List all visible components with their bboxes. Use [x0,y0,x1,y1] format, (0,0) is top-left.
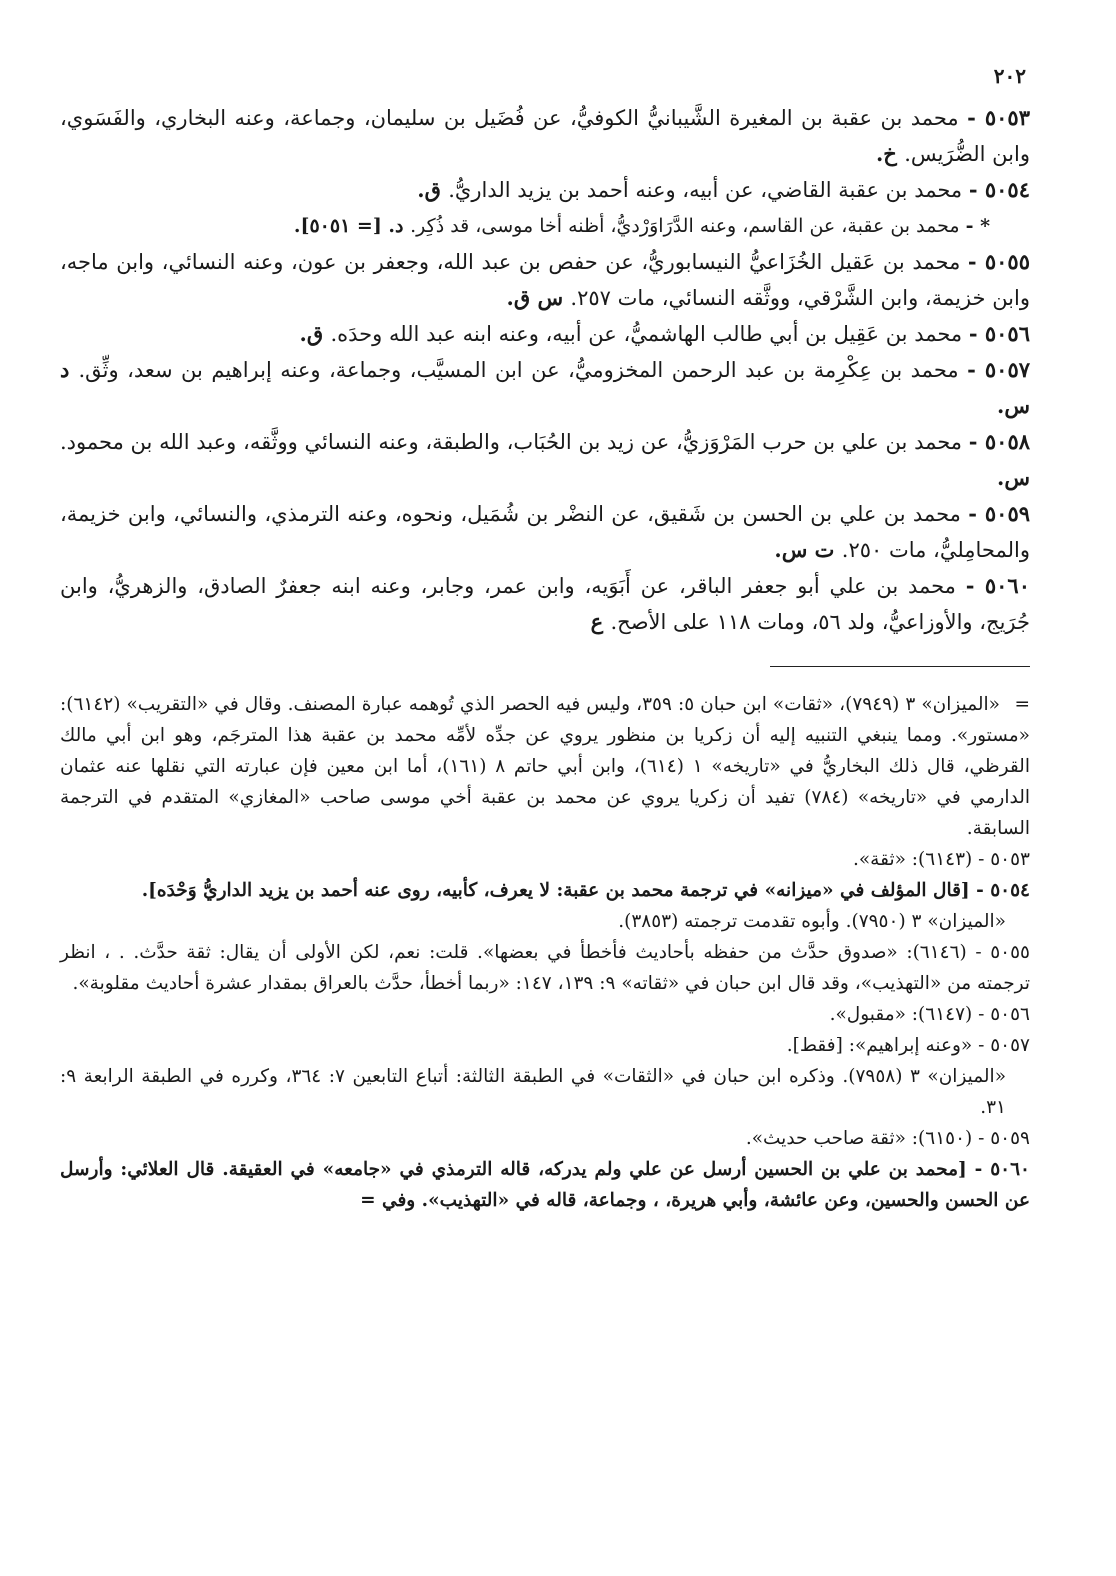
entry-code: س ق. [506,285,571,310]
entry-5053 [60,100,1030,172]
entry-number: ٥٠٦٠ - [965,573,1030,598]
entry-text: محمد بن عِكْرِمة بن عبد الرحمن المخزوميُّ، عن ابن المسيَّب، وجماعة، وعنه إبراهيم بن سعد، وثِّق. [78,358,968,382]
entry-5059 [60,496,1030,568]
entry-text: محمد بن عقبة القاضي، عن أبيه، وعنه أحمد بن يزيد الداريُّ. [448,178,969,202]
entry-code: د. [= ٥٠٥١]. [293,215,411,237]
biography-entries [60,100,1030,640]
entry-text: محمد بن عقبة، عن القاسم، وعنه الدَّرَاوَرْديُّ، أظنه أخا موسى، قد ذُكِر. [410,215,966,237]
footnote-5060: ٥٠٦٠ - [محمد بن علي بن الحسين أرسل عن علي ولم يدركه، قاله الترمذي في «جامعه» في العقيقة. قال العلائي: وأرسل عن الحسن والحسين، وعن عائشة، وأبي هريرة، ، وجماعة، قاله في «التهذيب». وفي = [60,1159,1030,1211]
entry-number: ٥٠٥٧ - [967,357,1031,382]
entry-number: * - [965,215,990,237]
page-number: ٢٠٢ [993,64,1026,88]
entry-code: ع [590,609,611,634]
footnote-5057: ٥٠٥٧ - «وعنه إبراهيم»: [فقط]. [786,1035,1030,1056]
entry-text: محمد بن عَقِيل بن أبي طالب الهاشميُّ، عن أبيه، وعنه ابنه عبد الله وحدَه. [330,322,969,346]
entry-code: خ. [876,141,905,166]
entry-5057 [60,352,1030,424]
footnote-5059: ٥٠٥٩ - (٦١٥٠): «ثقة صاحب حديث». [745,1128,1030,1149]
footnote-continuation [60,689,1030,844]
entry-text: محمد بن علي بن الحسن بن شَقيق، عن النضْر بن شُمَيل، ونحوه، وعنه الترمذي، والنسائي، وابن خزيمة، والمحامِليُّ، مات ٢٥٠. [60,502,1030,562]
entry-number: ٥٠٥٤ - [968,177,1030,202]
footnote-5055: ٥٠٥٥ - (٦١٤٦): «صدوق حدَّث من حفظه بأحاديث فأخطأ في بعضها». قلت: نعم، لكن الأولى أن يقال: ثقة حدَّث. . ، انظر ترجمته من «التهذيب»، وقد قال ابن حبان في «ثقاته» ٩: ١٣٩، ١٤٧: «ربما أخطأ، حدَّث بالعراق بمقدار عشرة أحاديث مقلوبة». [60,942,1030,994]
footnote-5054: ٥٠٥٤ - [قال المؤلف في «ميزانه» في ترجمة محمد بن عقبة: لا يعرف، كأبيه، روى عنه أحمد بن يزيد الداريُّ وَحْدَه]. [141,880,1030,901]
footnote-divider [770,666,1030,667]
entry-number: ٥٠٥٦ - [968,321,1030,346]
footnote-5056: ٥٠٥٦ - (٦١٤٧): «مقبول». [829,1004,1030,1025]
entry-text: محمد بن علي بن حرب المَرْوَزيُّ، عن زيد بن الحُبَاب، والطبقة، وعنه النسائي ووثَّقه، وعبد الله بن محمود. [60,430,969,454]
footnotes [60,689,1030,1216]
entry-5060 [60,568,1030,640]
entry-code: ت س. [774,537,842,562]
entry-text: محمد بن عَقيل الخُزَاعيُّ النيسابوريُّ، عن حفص بن عبد الله، وجعفر بن عون، وعنه النسائي، وابن ماجه، وابن خزيمة، وابن الشَّرْقي، ووثَّقه النسائي، مات ٢٥٧. [60,250,1030,310]
entry-5056 [60,316,1030,352]
entry-5058 [60,424,1030,496]
entry-code: د س. [60,357,1030,418]
entry-code: ق. [417,177,449,202]
entry-number: ٥٠٥٨ - [968,429,1031,454]
entry-text: محمد بن علي أبو جعفر الباقر، عن أَبَوَيه، وابن عمر، وجابر، وعنه ابنه جعفرٌ الصادق، والزهريُّ، وابن جُرَيج، والأوزاعيُّ، ولد ٥٦، ومات ١١٨ على الأصح. [60,574,1030,634]
entry-text: محمد بن عقبة بن المغيرة الشَّيبانيُّ الكوفيُّ، عن فُضَيل بن سليمان، وجماعة، وعنه البخاري، والفَسَوي، وابن الضُّرَيس. [60,106,1030,166]
entry-number: ٥٠٥٣ - [967,105,1030,130]
entry-code: ق. [299,321,331,346]
footnote-5053: ٥٠٥٣ - (٦١٤٣): «ثقة». [852,849,1030,870]
footnote-5057-continued: «الميزان» ٣ (٧٩٥٨). وذكره ابن حبان في «الثقات» في الطبقة الثالثة: أتباع التابعين ٧: ٣٦٤، وكرره في الطبقة الرابعة ٩: ٣١. [60,1066,1007,1118]
entry-5055 [60,244,1030,316]
entry-5054 [60,172,1030,208]
footnote-5054-continued: «الميزان» ٣ (٧٩٥٠). وأبوه تقدمت ترجمته (٣٨٥٣). [618,911,1006,932]
entry-number: ٥٠٥٥ - [967,249,1030,274]
continuation-mark: = [1014,694,1030,715]
entry-code: س. [997,465,1030,490]
entry-number: ٥٠٥٩ - [968,501,1031,526]
footnote-text: «الميزان» ٣ (٧٩٤٩)، «ثقات» ابن حبان ٥: ٣٥٩، وليس فيه الحصر الذي تُوهمه عبارة المصنف. وقال في «التقريب» (٦١٤٢): «مستور». ومما ينبغي التنبيه إليه أن زكريا بن منظور يروي عن جدِّه لأمِّه محمد بن عقبة هذا المترجَم، وهو ابن أبي مالك القرظي، قال ذلك البخاريُّ في «تاريخه» ١ (٦١٤)، وابن أبي حاتم ٨ (١٦١)، أما ابن معين فإن عبارته التي نقلها عنه عثمان الدارمي في «تاريخه» (٧٨٤) تفيد أن زكريا يروي عن محمد بن عقبة أخي موسى صاحب «المغازي» المتقدم في الترجمة السابقة. [60,694,1030,839]
entry-cross-reference [60,208,1030,244]
